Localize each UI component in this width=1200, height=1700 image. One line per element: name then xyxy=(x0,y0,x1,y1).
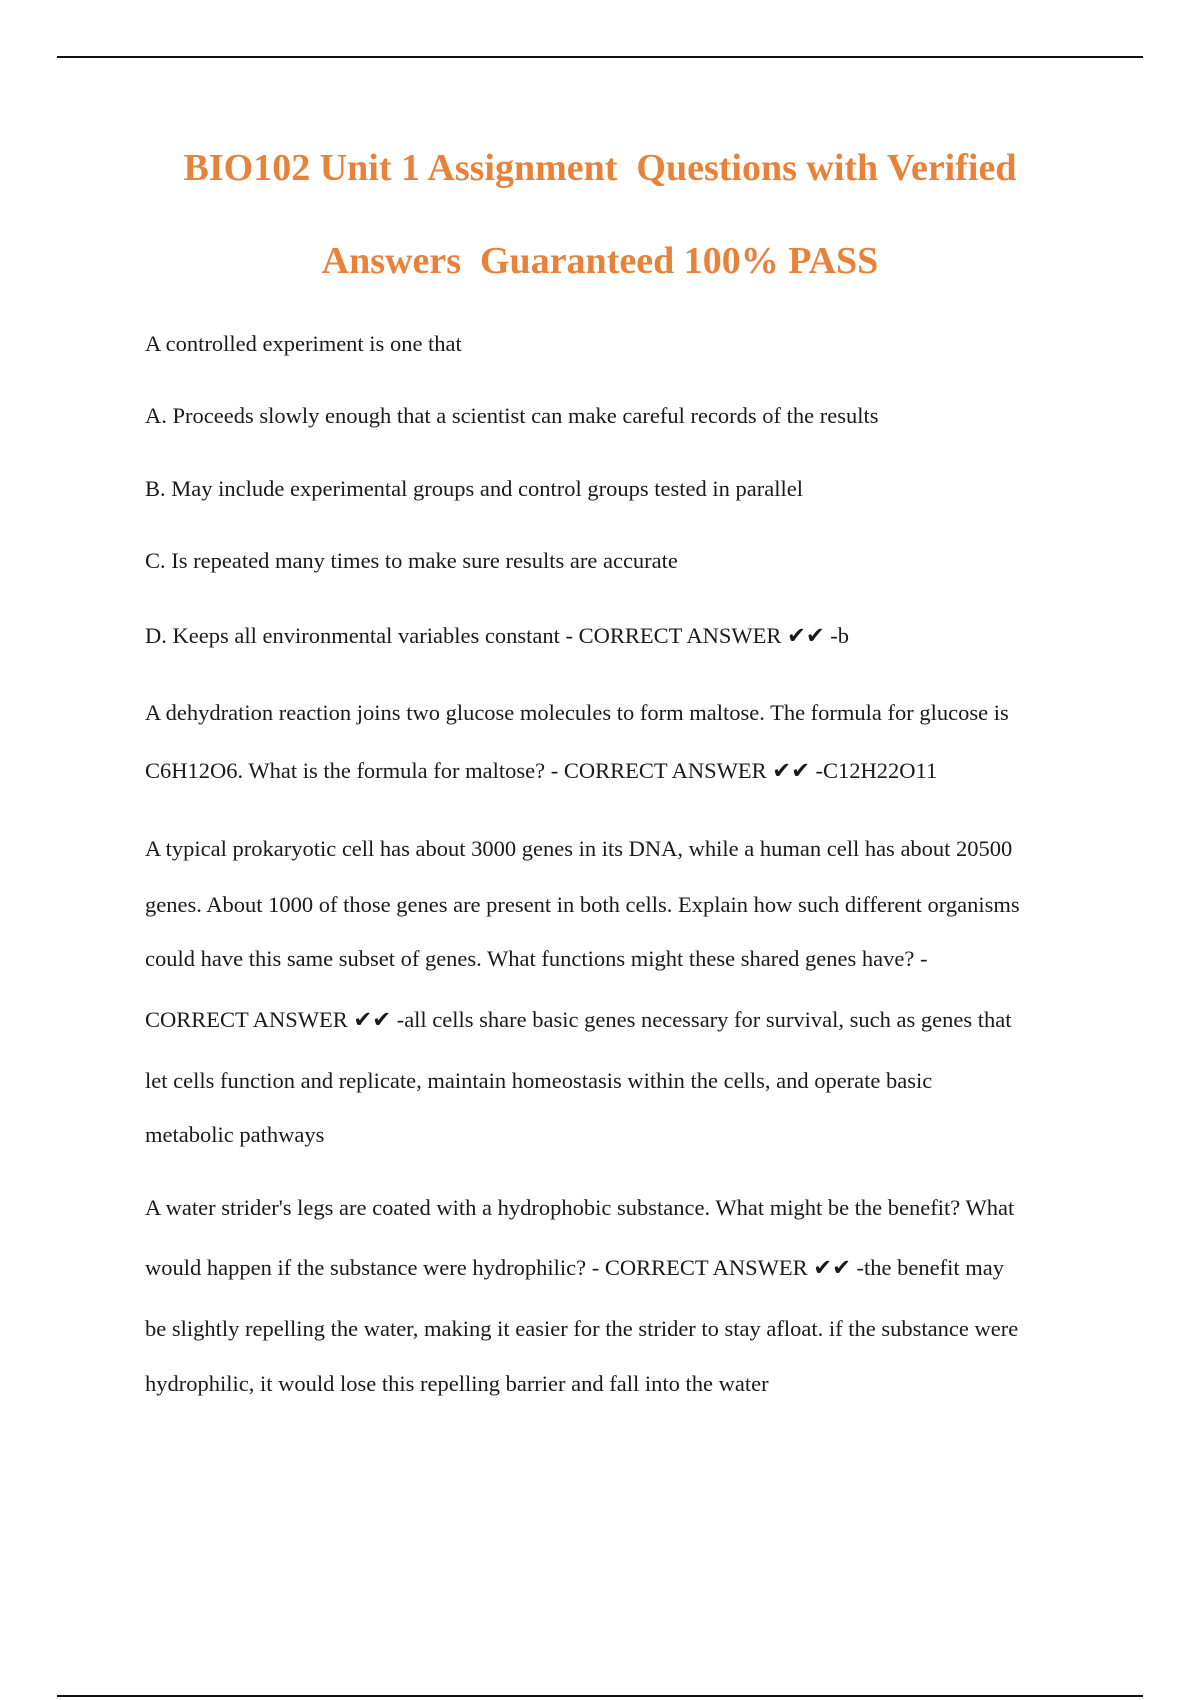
document-title-line-1: BIO102 Unit 1 Assignment Questions with Verified xyxy=(183,147,1017,189)
question-1-option-d-answer: D. Keeps all environmental variables constant - CORRECT ANSWER ✔✔ -b xyxy=(145,623,850,648)
question-3-line-6: metabolic pathways xyxy=(145,1122,325,1147)
question-4-line-3: be slightly repelling the water, making it easier for the strider to stay afloat. if the substance were xyxy=(145,1316,1019,1341)
question-1-option-a: A. Proceeds slowly enough that a scientist can make careful records of the results xyxy=(145,403,879,428)
question-1-stem: A controlled experiment is one that xyxy=(145,331,462,356)
question-4-line-4: hydrophilic, it would lose this repelling barrier and fall into the water xyxy=(145,1371,769,1396)
header-rule xyxy=(57,56,1143,58)
question-3-line-2: genes. About 1000 of those genes are present in both cells. Explain how such different organisms xyxy=(145,892,1020,917)
question-2-line-1: A dehydration reaction joins two glucose molecules to form maltose. The formula for glucose is xyxy=(145,700,1009,725)
question-4-line-1: A water strider's legs are coated with a hydrophobic substance. What might be the benefit? What xyxy=(145,1195,1015,1220)
question-2-line-2: C6H12O6. What is the formula for maltose? - CORRECT ANSWER ✔✔ -C12H22O11 xyxy=(145,758,938,783)
question-3-line-5: let cells function and replicate, maintain homeostasis within the cells, and operate basic xyxy=(145,1068,933,1093)
question-1-option-b: B. May include experimental groups and control groups tested in parallel xyxy=(145,476,803,501)
question-3-line-4: CORRECT ANSWER ✔✔ -all cells share basic genes necessary for survival, such as genes that xyxy=(145,1007,1012,1032)
question-1-option-c: C. Is repeated many times to make sure results are accurate xyxy=(145,548,678,573)
question-3-line-3: could have this same subset of genes. What functions might these shared genes have? - xyxy=(145,946,928,971)
footer-rule xyxy=(57,1695,1143,1697)
question-4-line-2: would happen if the substance were hydrophilic? - CORRECT ANSWER ✔✔ -the benefit may xyxy=(145,1255,1004,1280)
document-title-line-2: Answers Guaranteed 100% PASS xyxy=(321,240,879,282)
question-3-line-1: A typical prokaryotic cell has about 3000 genes in its DNA, while a human cell has about 20500 xyxy=(145,836,1013,861)
